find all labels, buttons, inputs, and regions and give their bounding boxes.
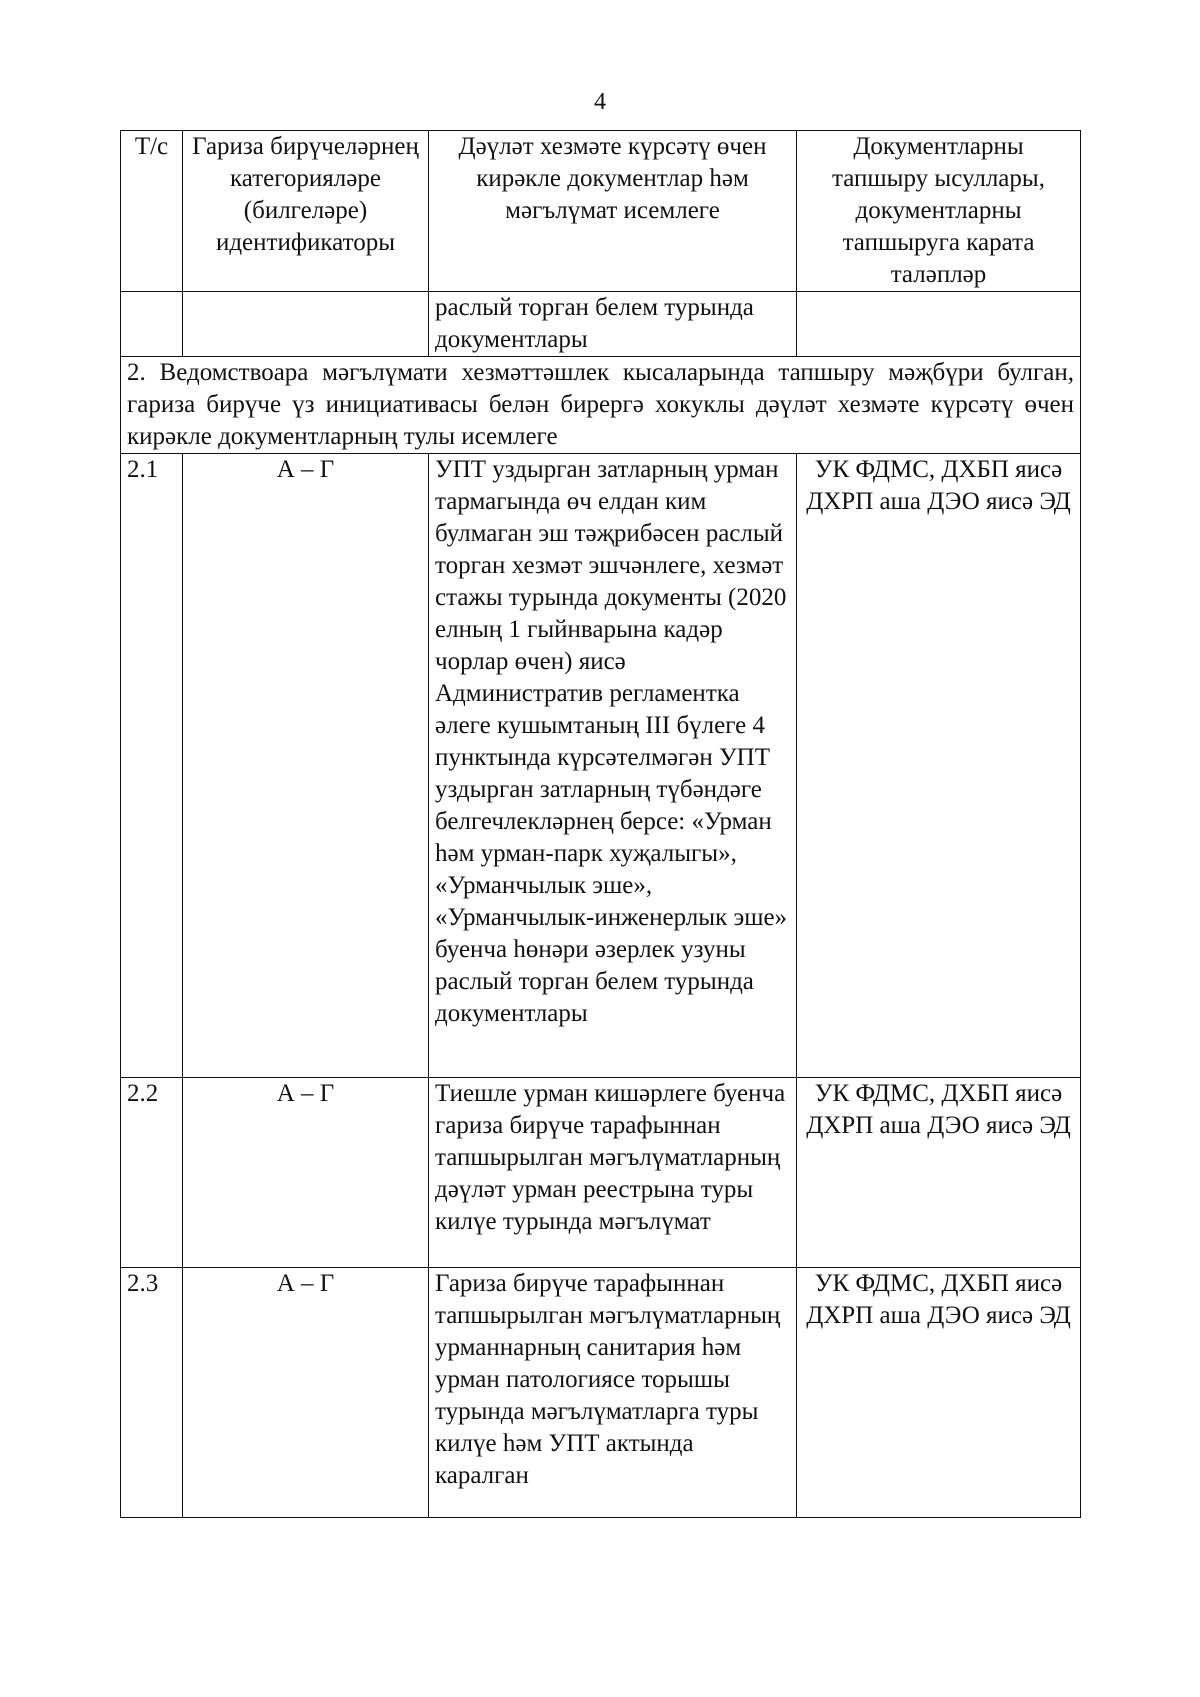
table-row bbox=[121, 1078, 1081, 1268]
row-methods: УК ФДМС, ДХБП яисә ДХРП аша ДЭО яисә ЭД bbox=[797, 1078, 1081, 1268]
row-documents: УПТ уздырган затларның урман тармагында өч елдан ким булмаган эш тәҗрибәсен раслый торган хезмәт эшчәнлеге, хезмәт стажы турында документы (2020 елның 1 гыйнварына кадәр чорлар өчен) яисә Административ регламентка әлеге кушымтаның III бүлеге 4 пунктында күрсәтелмәгән УПТ уздырган затларның түбәндәге белгечлекләрнең берсе: «Урман һәм урман-парк хуҗалыгы», «Урманчылык эше», «Урманчылык-инженерлык эше» буенча һөнәри әзерлек узуны раслый торган белем турында документлары bbox=[429, 454, 797, 1078]
row-number: 2.3 bbox=[121, 1268, 183, 1518]
row-documents: Гариза бирүче тарафыннан тапшырылган мәгълүматларның урманнарның санитария һәм урман патологиясе торышы турында мәгълүматларга туры килүе һәм УПТ актында каралган bbox=[429, 1268, 797, 1518]
row-methods: УК ФДМС, ДХБП яисә ДХРП аша ДЭО яисә ЭД bbox=[797, 454, 1081, 1078]
continuation-row bbox=[121, 292, 1081, 357]
table-header-row bbox=[121, 131, 1081, 292]
continuation-num-cell bbox=[121, 292, 183, 357]
header-col-documents: Дәүләт хезмәте күрсәтү өчен кирәкле документлар һәм мәгълүмат исемлеге bbox=[429, 131, 797, 292]
row-number: 2.1 bbox=[121, 454, 183, 1078]
header-col-methods: Документларны тапшыру ысуллары, документларны тапшыруга карата таләпләр bbox=[797, 131, 1081, 292]
section2-title: 2. Ведомствоара мәгълүмати хезмәттәшлек кысаларында тапшыру мәҗбүри булган, гариза бирүче үз инициативасы белән бирергә хокуклы дәүләт хезмәте күрсәтү өчен кирәкле документларның тулы исемлеге bbox=[121, 357, 1081, 454]
section-title-row bbox=[121, 357, 1081, 454]
document-table bbox=[120, 130, 1081, 1518]
table-row bbox=[121, 454, 1081, 1078]
row-documents: Тиешле урман кишәрлеге буенча гариза бирүче тарафыннан тапшырылган мәгълүматларның дәүләт урман реестрына туры килүе турында мәгълүмат bbox=[429, 1078, 797, 1268]
row-methods: УК ФДМС, ДХБП яисә ДХРП аша ДЭО яисә ЭД bbox=[797, 1268, 1081, 1518]
header-col-category: Гариза бирүчеләрнең категорияләре (билгеләре) идентификаторы bbox=[183, 131, 429, 292]
row-number: 2.2 bbox=[121, 1078, 183, 1268]
row-category: А – Г bbox=[183, 454, 429, 1078]
page-number: 4 bbox=[594, 89, 606, 115]
continuation-category-cell bbox=[183, 292, 429, 357]
table-row bbox=[121, 1268, 1081, 1518]
row-category: А – Г bbox=[183, 1268, 429, 1518]
row-category: А – Г bbox=[183, 1078, 429, 1268]
continuation-methods-cell bbox=[797, 292, 1081, 357]
continuation-documents-cell: раслый торган белем турында документлары bbox=[429, 292, 797, 357]
header-col-number: Т/с bbox=[121, 131, 183, 292]
